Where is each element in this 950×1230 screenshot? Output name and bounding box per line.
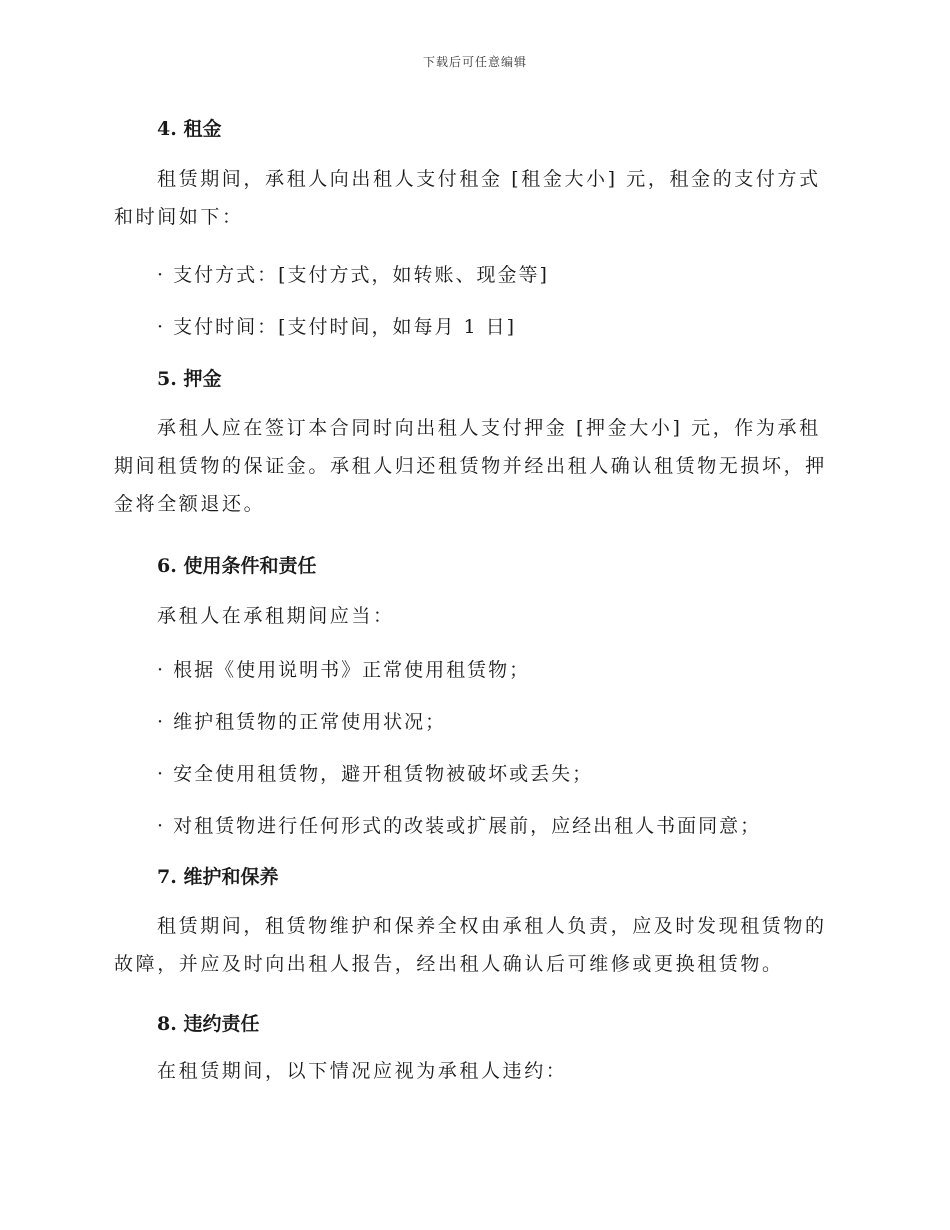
section-paragraph-maintenance: 租赁期间，租赁物维护和保养全权由承租人负责，应及时发现租赁物的故障，并应及时向出租人报告，经出租人确认后可维修或更换租赁物。	[114, 915, 827, 975]
section-paragraph-breach: 在租赁期间，以下情况应视为承租人违约：	[157, 1060, 568, 1082]
section-paragraph-usage: 承租人在承租期间应当：	[157, 605, 395, 627]
section-heading-rent: 4. 租金	[157, 118, 222, 140]
section-paragraph-deposit: 承租人应在签订本合同时向出租人支付押金 [押金大小] 元，作为承租期间租赁物的保证金。承租人归还租赁物并经出租人确认租赁物无损坏，押金将全额退还。	[114, 417, 827, 515]
list-item: · 根据《使用说明书》正常使用租赁物；	[157, 659, 531, 681]
section-heading-usage: 6. 使用条件和责任	[157, 555, 317, 577]
section-heading-deposit: 5. 押金	[157, 368, 222, 390]
list-item: · 支付方式：[支付方式，如转账、现金等]	[157, 264, 549, 286]
list-item: · 安全使用租赁物，避开租赁物被破坏或丢失；	[157, 763, 594, 785]
page-header: 下载后可任意编辑	[422, 55, 527, 69]
list-item: · 对租赁物进行任何形式的改装或扩展前，应经出租人书面同意；	[157, 815, 762, 837]
list-item: · 支付时间：[支付时间，如每月 1 日]	[157, 316, 517, 338]
section-paragraph-rent: 租赁期间，承租人向出租人支付租金 [租金大小] 元，租金的支付方式和时间如下：	[114, 168, 821, 228]
section-heading-maintenance: 7. 维护和保养	[157, 866, 279, 888]
list-item: · 维护租赁物的正常使用状况；	[157, 711, 447, 733]
section-heading-breach: 8. 违约责任	[157, 1013, 260, 1035]
